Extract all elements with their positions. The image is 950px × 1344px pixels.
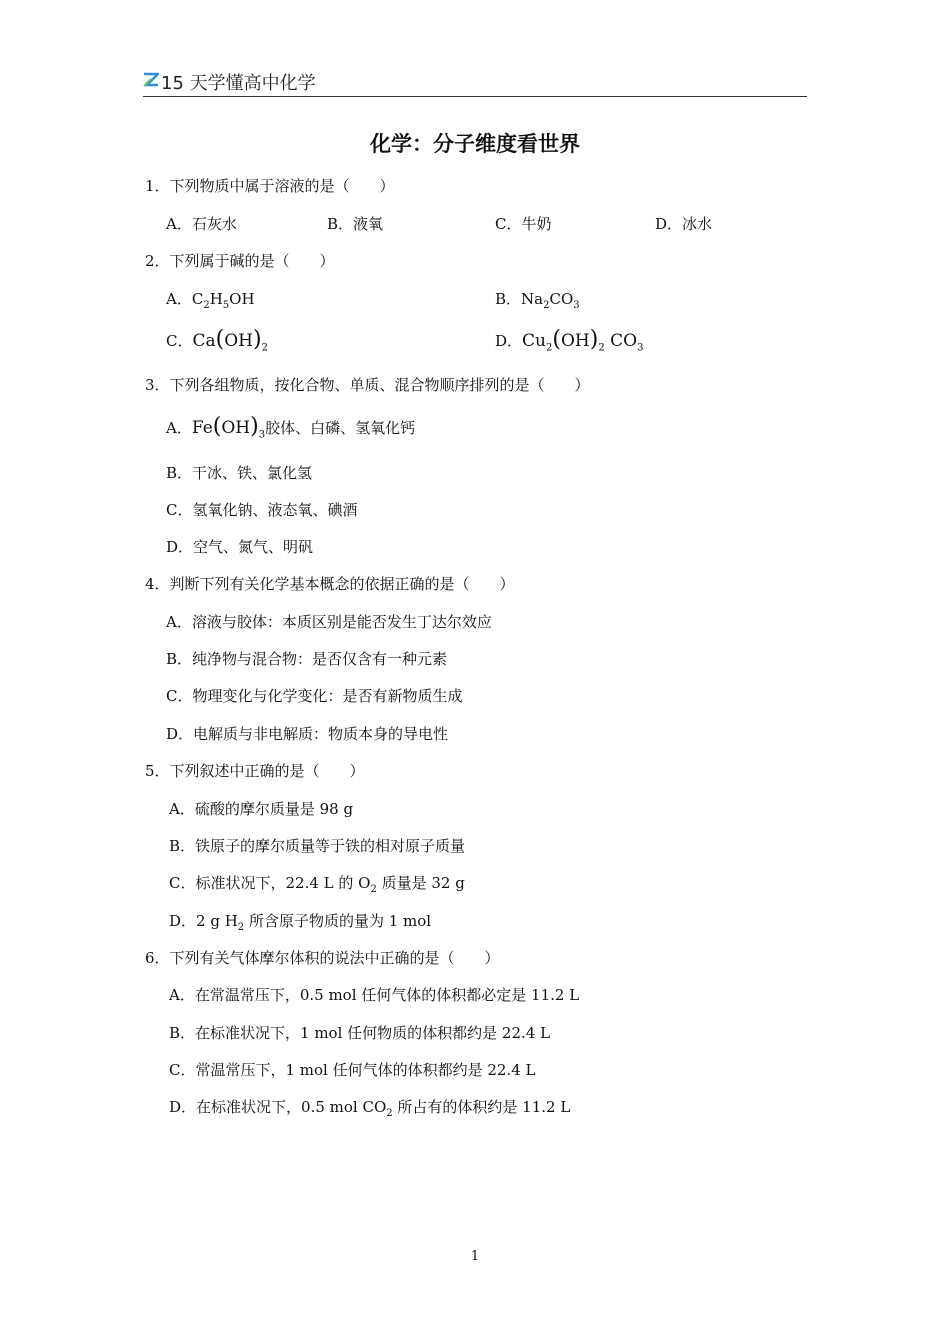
q2-option-d: D．$Cu_2(OH)_2$ $CO_3$ — [495, 327, 644, 354]
header-brand: 15 天学懂高中化学 — [161, 73, 316, 94]
q4-option-a: A．溶液与胶体：本质区别是能否发生丁达尔效应 — [166, 613, 492, 631]
q2-option-a: A．$C_2H_5OH$ — [166, 290, 255, 311]
q3-option-c: C．氢氧化钠、液态氧、碘酒 — [166, 501, 358, 519]
question-2: 2．下列属于碱的是（ ） — [145, 252, 335, 270]
question-3: 3．下列各组物质，按化合物、单质、混合物顺序排列的是（ ） — [145, 376, 590, 394]
q1-option-c: C．牛奶 — [495, 215, 552, 233]
z-logo-icon — [143, 72, 159, 88]
q6-option-a: A．在常温常压下，0.5 mol 任何气体的体积都必定是 11.2 L — [169, 986, 580, 1004]
q3-option-a: A．$Fe(OH)_3$胶体、白磷、氢氧化钙 — [166, 414, 416, 441]
question-1: 1．下列物质中属于溶液的是（ ） — [145, 177, 395, 195]
q1-option-a: A．石灰水 — [166, 215, 237, 233]
q1-option-b: B．液氧 — [327, 215, 384, 233]
q2-option-b: B．$Na_2CO_3$ — [495, 290, 580, 311]
q5-option-b: B．铁原子的摩尔质量等于铁的相对原子质量 — [169, 837, 466, 855]
question-5: 5．下列叙述中正确的是（ ） — [145, 762, 365, 780]
page-title: 化学：分子维度看世界 — [370, 132, 580, 156]
q3-option-b: B．干冰、铁、氯化氢 — [166, 464, 313, 482]
q6-option-c: C．常温常压下，1 mol 任何气体的体积都约是 22.4 L — [169, 1061, 536, 1079]
q3-option-d: D．空气、氮气、明矾 — [166, 538, 314, 556]
q5-option-c: C．标准状况下，22.4 L 的 $O_2$ 质量是 32 g — [169, 874, 465, 895]
q1-option-d: D．冰水 — [655, 215, 713, 233]
question-6: 6．下列有关气体摩尔体积的说法中正确的是（ ） — [145, 949, 500, 967]
q4-option-b: B．纯净物与混合物：是否仅含有一种元素 — [166, 650, 448, 668]
q4-option-c: C．物理变化与化学变化：是否有新物质生成 — [166, 687, 463, 705]
question-4: 4．判断下列有关化学基本概念的依据正确的是（ ） — [145, 575, 515, 593]
q6-option-b: B．在标准状况下，1 mol 任何物质的体积都约是 22.4 L — [169, 1024, 551, 1042]
q5-option-a: A．硫酸的摩尔质量是 98 g — [169, 800, 354, 818]
page-header — [143, 64, 807, 97]
q6-option-d: D．在标准状况下，0.5 mol $CO_2$ 所占有的体积约是 11.2 L — [169, 1098, 571, 1119]
q2-option-c: C．$Ca(OH)_2$ — [166, 327, 268, 354]
q4-option-d: D．电解质与非电解质：物质本身的导电性 — [166, 725, 449, 743]
page-number: 1 — [470, 1249, 480, 1264]
q5-option-d: D．2 g $H_2$ 所含原子物质的量为 1 mol — [169, 912, 432, 933]
